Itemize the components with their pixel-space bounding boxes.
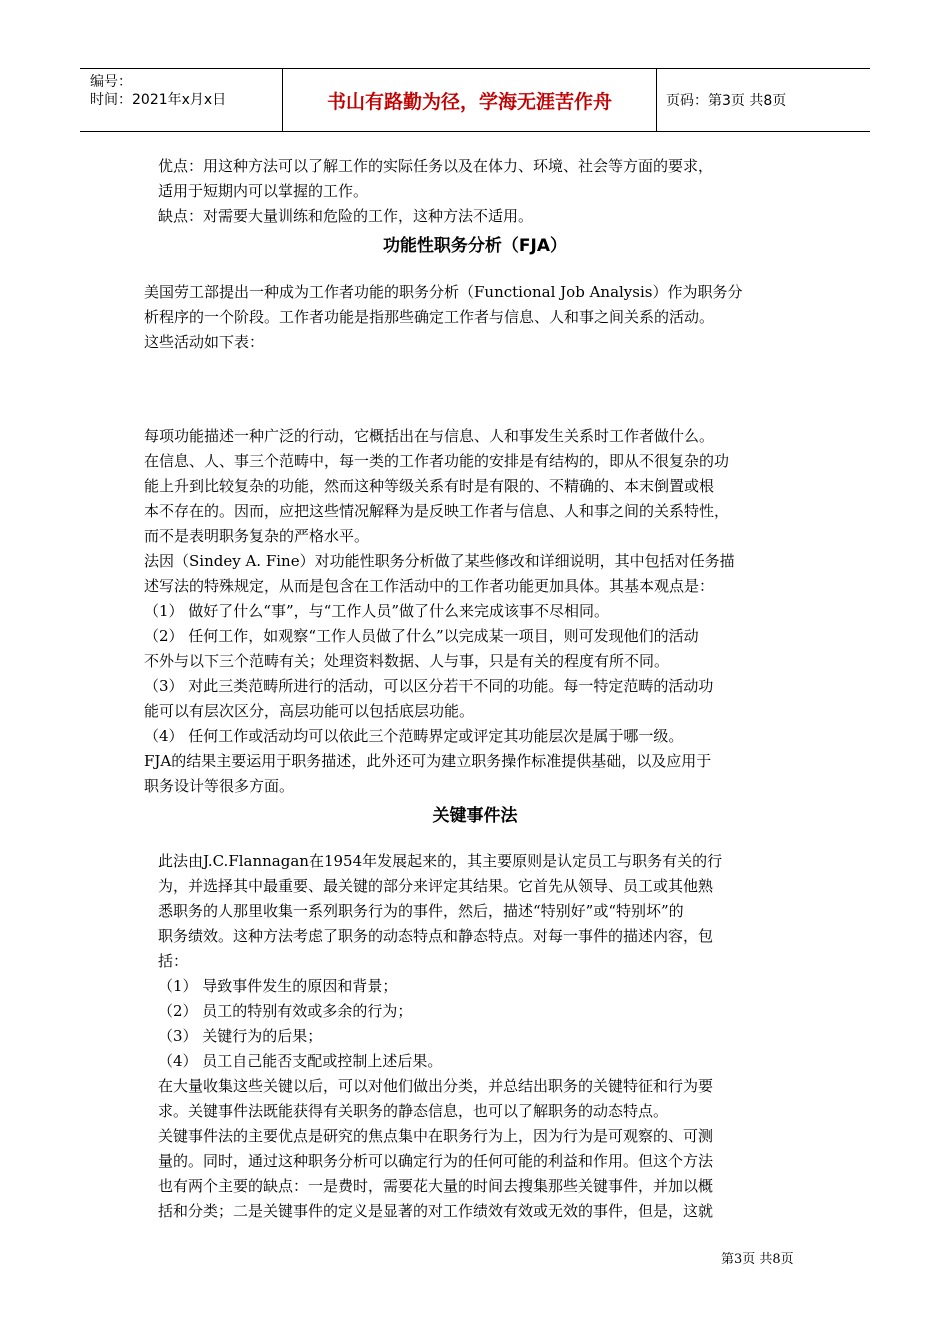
paragraph-line: 优点：用这种方法可以了解工作的实际任务以及在体力、环境、社会等方面的要求， [158,157,714,175]
paragraph-line: 不外与以下三个范畴有关；处理资料数据、人与事，只是有关的程度有所不同。 [144,652,670,670]
list-item: （3） 关键行为的后果； [158,1027,323,1045]
document-number-label: 编号： [90,74,132,90]
list-item: （1） 做好了什么“事”，与“工作人员”做了什么来完成该事不尽相同。 [144,602,609,620]
paragraph-line: 能上升到比较复杂的功能，然而这种等级关系有时是有限的、不精确的、本末倒置或根 [144,477,715,495]
paragraph-line: 括和分类；二是关键事件的定义是显著的对工作绩效有效或无效的事件，但是，这就 [158,1202,714,1220]
header-page-cell [656,69,870,131]
page-header [80,68,870,132]
paragraph-line: 这些活动如下表： [144,333,265,351]
list-item: （2） 员工的特别有效或多余的行为； [158,1002,413,1020]
motto-text: 书山有路勤为径，学海无涯苦作舟 [326,90,612,113]
paragraph-line: 关键事件法的主要优点是研究的焦点集中在职务行为上，因为行为是可观察的、可测 [158,1127,714,1145]
list-item: （1） 导致事件发生的原因和背景； [158,977,398,995]
paragraph-line: 本不存在的。因而，应把这些情况解释为是反映工作者与信息、人和事之间的关系特性， [144,502,730,520]
paragraph-line: FJA的结果主要运用于职务描述，此外还可为建立职务操作标准提供基础，以及应用于 [144,752,712,770]
paragraph-line: 述写法的特殊规定，从而是包含在工作活动中的工作者功能更加具体。其基本观点是： [144,577,715,595]
header-page-code: 页码：第3页 共8页 [666,93,787,109]
section-title-critical-incident: 关键事件法 [432,806,518,826]
paragraph-line: 职务设计等很多方面。 [144,777,295,795]
paragraph-line: 悉职务的人那里收集一系列职务行为的事件，然后，描述“特别好”或“特别坏”的 [158,902,684,920]
header-meta [80,69,282,131]
list-item: （4） 员工自己能否支配或控制上述后果。 [158,1052,443,1070]
paragraph-line: 此法由J.C.Flannagan在1954年发展起来的，其主要原则是认定员工与职务有关的行 [158,852,723,870]
paragraph-line: 在信息、人、事三个范畴中，每一类的工作者功能的安排是有结构的，即从不很复杂的功 [144,452,730,470]
paragraph-line: 每项功能描述一种广泛的行动，它概括出在与信息、人和事发生关系时工作者做什么。 [144,427,715,445]
paragraph-line: 缺点：对需要大量训练和危险的工作，这种方法不适用。 [158,207,534,225]
header-motto-cell [282,69,657,131]
paragraph-line: 析程序的一个阶段。工作者功能是指那些确定工作者与信息、人和事之间关系的活动。 [144,308,715,326]
list-item: （2） 任何工作，如观察“工作人员做了什么”以完成某一项目，则可发现他们的活动 [144,627,699,645]
paragraph-line: 能可以有层次区分，高层功能可以包括底层功能。 [144,702,475,720]
page-footer: 第3页 共8页 [721,1252,794,1267]
list-item: （4） 任何工作或活动均可以依此三个范畴界定或评定其功能层次是属于哪一级。 [144,727,684,745]
paragraph-line: 求。关键事件法既能获得有关职务的静态信息，也可以了解职务的动态特点。 [158,1102,669,1120]
paragraph-line: 法因（Sindey A. Fine）对功能性职务分析做了某些修改和详细说明，其中包括对任务描 [144,552,735,570]
paragraph-line: 在大量收集这些关键以后，可以对他们做出分类，并总结出职务的关键特征和行为要 [158,1077,714,1095]
paragraph-line: 也有两个主要的缺点：一是费时，需要花大量的时间去搜集那些关键事件，并加以概 [158,1177,714,1195]
section-title-fja: 功能性职务分析（FJA） [382,236,568,256]
paragraph-line: 为，并选择其中最重要、最关键的部分来评定其结果。它首先从领导、员工或其他熟 [158,877,714,895]
paragraph-line: 美国劳工部提出一种成为工作者功能的职务分析（Functional Job Analysis）作为职务分 [144,283,743,301]
paragraph-line: 适用于短期内可以掌握的工作。 [158,182,369,200]
document-date: 时间：2021年x月x日 [90,92,227,108]
paragraph-line: 职务绩效。这种方法考虑了职务的动态特点和静态特点。对每一事件的描述内容，包 [158,927,714,945]
paragraph-line: 括： [158,952,189,970]
paragraph-line: 而不是表明职务复杂的严格水平。 [144,527,370,545]
paragraph-line: 量的。同时，通过这种职务分析可以确定行为的任何可能的利益和作用。但这个方法 [158,1152,714,1170]
list-item: （3） 对此三类范畴所进行的活动，可以区分若干不同的功能。每一特定范畴的活动功 [144,677,714,695]
